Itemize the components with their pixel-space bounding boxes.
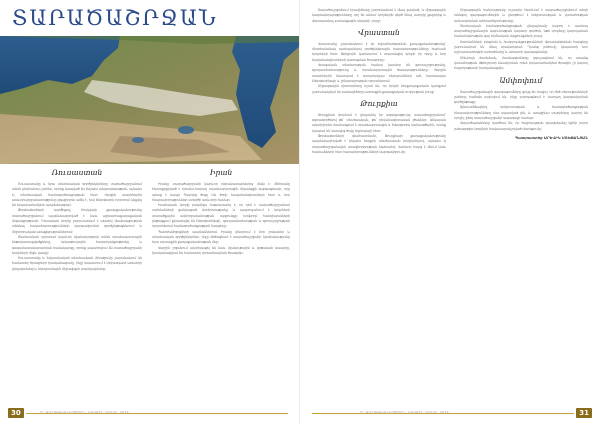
paragraph: Իրանական կողմը բազմիցս հայտարարել է, որ դեմ է տարածաշրջանում սահմանների ցանկացած փոփոխությանը և պաշտպանում է երկրների տարածքային ամբողջականության սկզբունքը։ Երկկողմ հանդիպումների ընթացքում քննարկվել են էներգետիկայի, գյուղատնտեսության և զբոսաշրջության ոլորտներում համագործակցության հարցերը։ (152, 203, 290, 229)
column-iran-section (152, 168, 290, 256)
page-number: 31 (576, 408, 592, 418)
paragraph: Այնուամենայնիվ, երկխոսության և համագործակցության հնարավորությունները դեռ սպառված չեն, և առաջիկա տարիները կարող են որոշիչ լինել տարածաշրջանի ապագայի համար։ (454, 105, 588, 121)
paragraph: Տարածաշրջանային զարգացումները ցույց են տալիս, որ մեծ տերությունների շահերը հաճախ բախվում են, ինչը բարդացնում է խաղաղ կարգավորման գործընթացը։ (454, 89, 588, 105)
column-summary (454, 8, 588, 141)
paragraph: Պատժամիջոցների պայմաններում Իրանը փնտրում է նոր շուկաներ և տնտեսական գործընկերներ, ինչը մեծացնում է տարածաշրջանի նշանակությունը նրա արտաքին քաղաքականության մեջ։ (152, 229, 290, 245)
paragraph: Փորձագետների գնահատմամբ, Թուրքիայի քաղաքականությունը պայմանավորված է ինչպես ներքին տնտեսական խնդիրներով, այնպես էլ տարածաշրջանային առաջնորդության ձգտումով։ Կարևոր հարց է մնում նաև հարևանների հետ հարաբերությունների կարգավորումը։ (312, 134, 446, 154)
paragraph: Իրանը տարածաշրջանի կարևոր դերակատարներից մեկն է։ Թեհրանը հետաքրքրված է հյուսիս-հարավ տրանսպորտային միջանցքի զարգացմամբ, որը պետք է կապի Պարսից ծոցը Սև ծովի նավահանգիստների հետ և նոր հնարավորություններ ստեղծի առևտրի համար։ (152, 182, 290, 202)
page-number: 30 (8, 408, 24, 418)
paragraph: Ռուսաստանը և Եվրասիական տնտեսական միությունը շարունակում են համատեղ ծրագրերի իրականացումը, ինչը նպաստում է փոխադարձ առևտրի ընդլայնմանը և ներդրումային միջավայրի բարելավմանը։ (12, 256, 142, 271)
footer-running-text: ԻՐ ՔԱՂԱՔԱԿԱՆՈՒԹՅՈՒՆ, ԱՌԱՋԻՆ ՀԱՄԱՐ, 2024 (40, 410, 129, 414)
left-page-footer (0, 407, 300, 419)
paragraph: Վերլուծաբանները կարծում են, որ հաջողության գրավականը կլինի բոլոր շահագրգիռ կողմերի հավասարակշռված մոտեցումը։ (454, 121, 588, 131)
column-russia-section (12, 168, 142, 272)
right-page (300, 0, 600, 424)
satellite-map-image (0, 36, 300, 164)
paragraph: Միևնույն ժամանակ, մասնագետները զգուշացնում են, որ առանց վստահության մթնոլորտի ձևավորման որևէ երկարաժամկետ ծրագիր չի կարող հաջողությամբ իրականացվել։ (454, 55, 588, 71)
section-heading-summary: Ամփոփում (499, 75, 543, 85)
right-page-footer (300, 407, 600, 419)
section-heading-russia: Ռուսաստան (51, 168, 103, 177)
page-title: ՏԱՐԱԾԱՇՐՋԱՆ (12, 6, 218, 30)
paragraph: Սահմանների բացման և հաղորդակցությունների վերականգնման հարցերը շարունակում են մնալ օրակարգում։ Դրանց լուծումը կնպաստի նոր աշխատատեղերի ստեղծմանը և առևտրի զարգացմանը։ (454, 39, 588, 55)
paragraph: Վրացական տնտեսության համար կարևոր են զբոսաշրջությունը, գյուղատնտեսությունը և տրանսպորտային ծառայությունները։ Վերջին տարիներին նկատվում է օտարերկրյա ներդրումների աճ, հատկապես էներգետիկայի և շինարարության ոլորտներում։ (312, 63, 446, 83)
paragraph: Վրաստանը շարունակում է իր եվրաինտեգրման քաղաքականությունը՝ միաժամանակ պահպանելով գործընկերային հարաբերությունները հարևան երկրների հետ։ Թբիլիսին կարևորում է տարանցիկ երկրի իր դերը և նոր նավահանգիստների կառուցման ծրագրերը։ (312, 41, 446, 62)
paragraph: Փորձագետների կարծիքով, Մոսկվայի քաղաքականությունը տարածաշրջանում պայմանավորված է նաև աշխարհաքաղաքական մրցակցությամբ։ Ռուսական կողմը շարունակում է ակտիվ մասնակցություն ունենալ հակամարտությունների կարգավորման գործընթացներում և միջնորդական առաքելություններում։ (12, 208, 142, 234)
paragraph: Տնտեսական համագործակցության ընդլայնումը կարող է դառնալ տարածաշրջանային կայունության կարևոր գործոն, եթե կողմերը կարողանան համաձայնության գալ հիմնական սկզբունքների շուրջ։ (454, 23, 588, 39)
column-georgia-turkey (312, 8, 446, 155)
paragraph: Թուրքիան փորձում է ընդլայնել իր ազդեցությունը տարածաշրջանում՝ օգտագործելով թե՛ տնտեսական, թե՛ դիվանագիտական լծակներ։ Անկարան ակտիվորեն մասնակցում է տրանսպորտային և էներգետիկ նախագծերին, որոնք կապում են Կասպից ծովը Եվրոպայի հետ։ (312, 112, 446, 133)
paragraph: Ռուսաստանը և նրա տնտեսական գործընկերները տարածաշրջանում ունեն ընդհանուր շահեր, որոնք կապված են ինչպես անվտանգության, այնպես էլ տնտեսական համագործակցության հետ։ Վերջին տարիներին առևտրաշրջանառությունը զգալիորեն աճել է, իսկ էներգետիկ ոլորտում կնքվել են երկարաժամկետ պայմանագրեր։ (12, 182, 142, 208)
paragraph: Միջազգային հանրությունը ուշադիր հետևում է տարածաշրջանում տեղի ունեցող զարգացումներին և ընդգծում է երկխոսության և վստահության ամրապնդման անհրաժեշտությունը։ (454, 8, 588, 23)
section-heading-georgia: Վրաստան (358, 27, 400, 37)
paragraph: Տարածաշրջանում իրավիճակը շարունակում է մնալ լարված, և միջազգային կազմակերպությունները կոչ են անում կողմերին զերծ մնալ սադրիչ քայլերից և վերադառնալ բանակցային սեղանի շուրջ։ (312, 8, 446, 23)
paragraph: Միջազգային դիտորդները նշում են, որ երկրի ներքաղաքական կյանքում շարունակվում են բանավեճերը արտաքին քաղաքական ուղղության շուրջ։ (312, 84, 446, 94)
footer-running-text: ԻՐ ՔԱՂԱՔԱԿԱՆՈՒԹՅՈՒՆ, ԱՌԱՋԻՆ ՀԱՄԱՐ, 2024 (360, 410, 449, 414)
author-signature: Պատրաստեց ԱՐԵՎԻԿ ՍՏԵՓԱՆՅԱՆ (514, 135, 588, 140)
section-heading-turkey: Թուրքիա (360, 98, 398, 108)
paragraph: Տնտեսական ոլորտում կարևոր նշանակություն ունեն տրանսպորտային ենթակառուցվածքները, երկաթուղային հաղորդակցությունը և գազամատակարարման համակարգը, որոնք ապահովում են տարածաշրջանի երկրների միջև կապը։ (12, 234, 142, 255)
paragraph: Վերջին շրջանում ակտիվացել են նաև մշակութային և կրթական կապերը, իրականացվում են համատեղ փոխանակման ծրագրեր։ (152, 245, 290, 255)
section-heading-iran: Իրան (209, 168, 233, 177)
